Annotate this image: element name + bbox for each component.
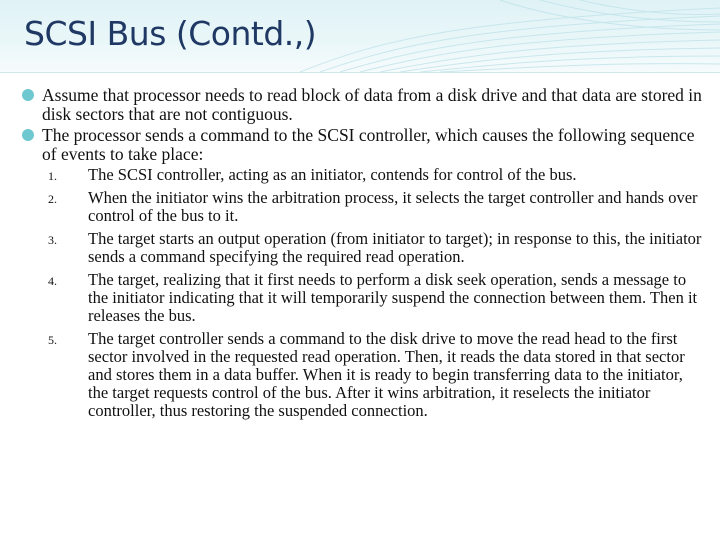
step-text: The target starts an output operation (from initiator to target); in response to this, the initiator sends a command specifying the required read operation. (88, 229, 702, 266)
slide-title: SCSI Bus (Contd.,) (24, 14, 317, 53)
step-number: 2. (48, 192, 57, 206)
bullet-text: Assume that processor needs to read block of data from a disk drive and that data are stored in disk sectors that are not contiguous. (42, 85, 702, 124)
step-item (22, 189, 702, 225)
step-number: 4. (48, 274, 57, 288)
step-item (22, 271, 702, 325)
step-number: 1. (48, 169, 57, 183)
step-item (22, 166, 702, 184)
step-text: The target, realizing that it first needs to perform a disk seek operation, sends a message to the initiator indicating that it will temporarily suspend the connection between them. Then it releases the bus. (88, 270, 698, 325)
step-text: The SCSI controller, acting as an initiator, contends for control of the bus. (88, 165, 577, 184)
step-text: When the initiator wins the arbitration process, it selects the target controller and hands over control of the bus to it. (88, 188, 698, 225)
header-band (0, 0, 720, 72)
step-item (22, 330, 702, 420)
header-divider (0, 72, 720, 73)
step-text: The target controller sends a command to the disk drive to move the read head to the first sector involved in the requested read operation. Then, it reads the data stored in that sector and stores them in a data buffer. When it is ready to begin transferring data to the initiator, the target requests control of the bus. After it wins arbitration, it reselects the initiator controller, thus restoring the suspended connection. (88, 329, 685, 420)
slide-body (22, 86, 702, 425)
step-item (22, 230, 702, 266)
step-number: 3. (48, 233, 57, 247)
bullet-dot-icon (22, 89, 34, 101)
bullet-dot-icon (22, 129, 34, 141)
bullet-item (22, 126, 702, 164)
bullet-item (22, 86, 702, 124)
numbered-steps-list (22, 166, 702, 420)
step-number: 5. (48, 333, 57, 347)
bullet-text: The processor sends a command to the SCSI controller, which causes the following sequence of events to take place: (42, 125, 695, 164)
